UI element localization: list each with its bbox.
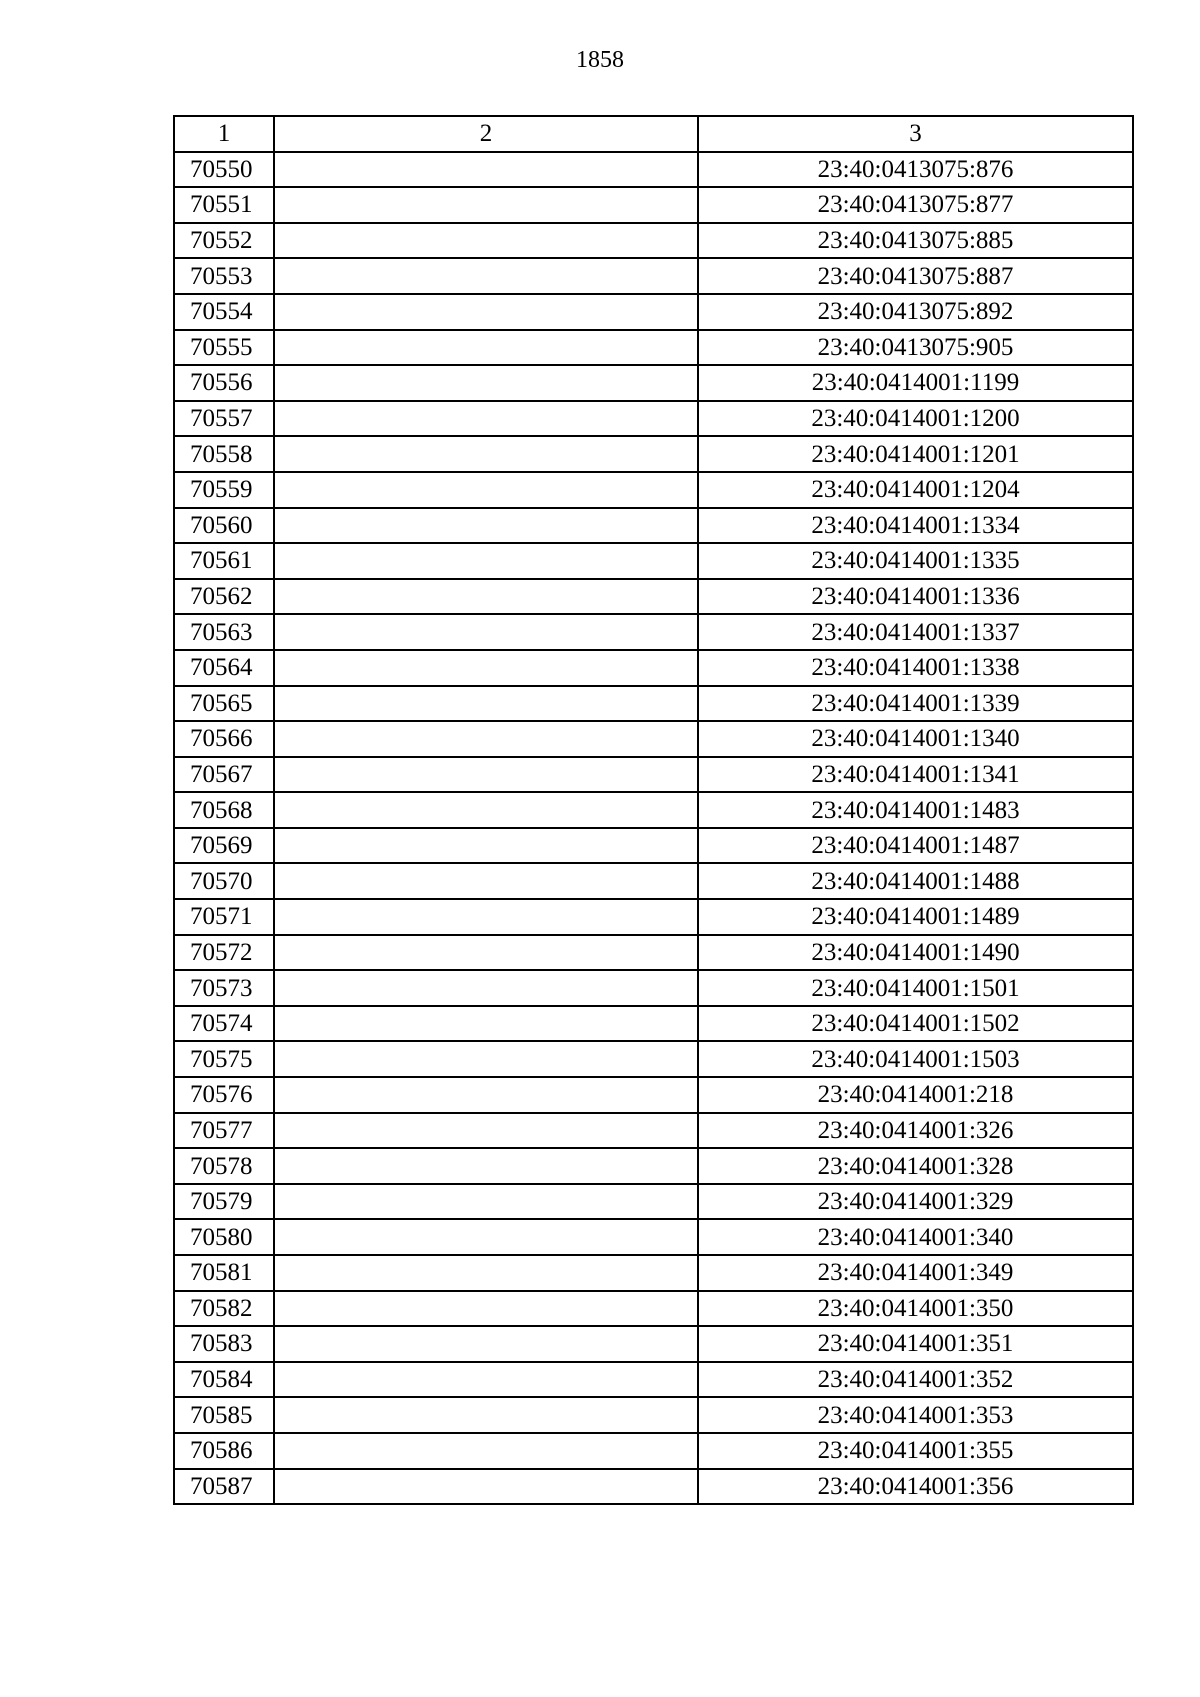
row-number-cell: 70578 bbox=[174, 1148, 274, 1184]
row-number-cell: 70567 bbox=[174, 757, 274, 793]
description-cell bbox=[274, 365, 698, 401]
description-cell bbox=[274, 294, 698, 330]
cadastral-number-cell: 23:40:0414001:218 bbox=[698, 1077, 1133, 1113]
description-cell bbox=[274, 1255, 698, 1291]
row-number-cell: 70561 bbox=[174, 543, 274, 579]
row-number-cell: 70556 bbox=[174, 365, 274, 401]
table-row bbox=[174, 1041, 1133, 1077]
description-cell bbox=[274, 436, 698, 472]
cadastral-number-cell: 23:40:0414001:355 bbox=[698, 1433, 1133, 1469]
description-cell bbox=[274, 935, 698, 971]
row-number-cell: 70585 bbox=[174, 1397, 274, 1433]
table-row bbox=[174, 1148, 1133, 1184]
row-number-cell: 70583 bbox=[174, 1326, 274, 1362]
cadastral-number-cell: 23:40:0414001:1501 bbox=[698, 970, 1133, 1006]
row-number-cell: 70580 bbox=[174, 1219, 274, 1255]
description-cell bbox=[274, 472, 698, 508]
description-cell bbox=[274, 899, 698, 935]
description-cell bbox=[274, 401, 698, 437]
description-cell bbox=[274, 1113, 698, 1149]
table-row bbox=[174, 650, 1133, 686]
table-body bbox=[174, 152, 1133, 1505]
table-row bbox=[174, 187, 1133, 223]
description-cell bbox=[274, 1362, 698, 1398]
cadastral-number-cell: 23:40:0413075:905 bbox=[698, 330, 1133, 366]
row-number-cell: 70565 bbox=[174, 686, 274, 722]
description-cell bbox=[274, 258, 698, 294]
cadastral-number-cell: 23:40:0414001:1339 bbox=[698, 686, 1133, 722]
row-number-cell: 70568 bbox=[174, 792, 274, 828]
description-cell bbox=[274, 223, 698, 259]
table-row bbox=[174, 614, 1133, 650]
row-number-cell: 70581 bbox=[174, 1255, 274, 1291]
table-row bbox=[174, 863, 1133, 899]
description-cell bbox=[274, 970, 698, 1006]
table-row bbox=[174, 1469, 1133, 1505]
description-cell bbox=[274, 187, 698, 223]
cadastral-number-cell: 23:40:0413075:885 bbox=[698, 223, 1133, 259]
cadastral-number-cell: 23:40:0413075:887 bbox=[698, 258, 1133, 294]
cadastral-number-cell: 23:40:0414001:1489 bbox=[698, 899, 1133, 935]
row-number-cell: 70572 bbox=[174, 935, 274, 971]
row-number-cell: 70563 bbox=[174, 614, 274, 650]
table-row bbox=[174, 935, 1133, 971]
description-cell bbox=[274, 721, 698, 757]
row-number-cell: 70560 bbox=[174, 508, 274, 544]
cadastral-number-cell: 23:40:0414001:1335 bbox=[698, 543, 1133, 579]
table-row bbox=[174, 330, 1133, 366]
description-cell bbox=[274, 1006, 698, 1042]
table-row bbox=[174, 258, 1133, 294]
cadastral-number-cell: 23:40:0414001:353 bbox=[698, 1397, 1133, 1433]
table-row bbox=[174, 365, 1133, 401]
cadastral-number-cell: 23:40:0414001:1487 bbox=[698, 828, 1133, 864]
table-row bbox=[174, 899, 1133, 935]
table-row bbox=[174, 1397, 1133, 1433]
table-row bbox=[174, 828, 1133, 864]
description-cell bbox=[274, 508, 698, 544]
description-cell bbox=[274, 1291, 698, 1327]
table-row bbox=[174, 1184, 1133, 1220]
table-row bbox=[174, 472, 1133, 508]
description-cell bbox=[274, 1184, 698, 1220]
description-cell bbox=[274, 1469, 698, 1505]
column-header-1: 1 bbox=[174, 116, 274, 152]
row-number-cell: 70557 bbox=[174, 401, 274, 437]
cadastral-number-cell: 23:40:0414001:328 bbox=[698, 1148, 1133, 1184]
cadastral-number-cell: 23:40:0414001:1490 bbox=[698, 935, 1133, 971]
table-row bbox=[174, 721, 1133, 757]
description-cell bbox=[274, 543, 698, 579]
cadastral-number-cell: 23:40:0414001:329 bbox=[698, 1184, 1133, 1220]
row-number-cell: 70553 bbox=[174, 258, 274, 294]
description-cell bbox=[274, 828, 698, 864]
table-row bbox=[174, 401, 1133, 437]
table-row bbox=[174, 294, 1133, 330]
table-row bbox=[174, 543, 1133, 579]
description-cell bbox=[274, 1041, 698, 1077]
cadastral-number-cell: 23:40:0414001:349 bbox=[698, 1255, 1133, 1291]
page-number: 1858 bbox=[576, 47, 624, 73]
table-row bbox=[174, 1291, 1133, 1327]
cadastral-number-cell: 23:40:0414001:1199 bbox=[698, 365, 1133, 401]
table-row bbox=[174, 1326, 1133, 1362]
cadastral-number-cell: 23:40:0414001:1488 bbox=[698, 863, 1133, 899]
cadastral-number-cell: 23:40:0414001:1336 bbox=[698, 579, 1133, 615]
cadastral-number-cell: 23:40:0414001:326 bbox=[698, 1113, 1133, 1149]
table-header bbox=[174, 116, 1133, 152]
cadastral-number-cell: 23:40:0414001:1204 bbox=[698, 472, 1133, 508]
column-header-2: 2 bbox=[274, 116, 698, 152]
registry-table bbox=[173, 115, 1134, 1505]
cadastral-number-cell: 23:40:0414001:1502 bbox=[698, 1006, 1133, 1042]
description-cell bbox=[274, 614, 698, 650]
row-number-cell: 70562 bbox=[174, 579, 274, 615]
row-number-cell: 70552 bbox=[174, 223, 274, 259]
row-number-cell: 70555 bbox=[174, 330, 274, 366]
table-row bbox=[174, 1006, 1133, 1042]
row-number-cell: 70574 bbox=[174, 1006, 274, 1042]
description-cell bbox=[274, 579, 698, 615]
column-header-3: 3 bbox=[698, 116, 1133, 152]
cadastral-number-cell: 23:40:0414001:352 bbox=[698, 1362, 1133, 1398]
description-cell bbox=[274, 1219, 698, 1255]
table-row bbox=[174, 792, 1133, 828]
row-number-cell: 70577 bbox=[174, 1113, 274, 1149]
cadastral-number-cell: 23:40:0414001:1201 bbox=[698, 436, 1133, 472]
description-cell bbox=[274, 330, 698, 366]
row-number-cell: 70576 bbox=[174, 1077, 274, 1113]
header-row bbox=[174, 116, 1133, 152]
description-cell bbox=[274, 1433, 698, 1469]
description-cell bbox=[274, 152, 698, 188]
row-number-cell: 70564 bbox=[174, 650, 274, 686]
table-row bbox=[174, 1255, 1133, 1291]
row-number-cell: 70582 bbox=[174, 1291, 274, 1327]
cadastral-number-cell: 23:40:0414001:1338 bbox=[698, 650, 1133, 686]
description-cell bbox=[274, 1148, 698, 1184]
row-number-cell: 70571 bbox=[174, 899, 274, 935]
description-cell bbox=[274, 1397, 698, 1433]
table-row bbox=[174, 579, 1133, 615]
table-row bbox=[174, 223, 1133, 259]
description-cell bbox=[274, 650, 698, 686]
row-number-cell: 70569 bbox=[174, 828, 274, 864]
row-number-cell: 70570 bbox=[174, 863, 274, 899]
row-number-cell: 70559 bbox=[174, 472, 274, 508]
description-cell bbox=[274, 792, 698, 828]
table-row bbox=[174, 1219, 1133, 1255]
cadastral-number-cell: 23:40:0414001:1200 bbox=[698, 401, 1133, 437]
cadastral-number-cell: 23:40:0414001:1340 bbox=[698, 721, 1133, 757]
table-row bbox=[174, 757, 1133, 793]
cadastral-number-cell: 23:40:0414001:1483 bbox=[698, 792, 1133, 828]
description-cell bbox=[274, 686, 698, 722]
cadastral-number-cell: 23:40:0413075:892 bbox=[698, 294, 1133, 330]
description-cell bbox=[274, 863, 698, 899]
cadastral-number-cell: 23:40:0413075:876 bbox=[698, 152, 1133, 188]
cadastral-number-cell: 23:40:0414001:356 bbox=[698, 1469, 1133, 1505]
row-number-cell: 70566 bbox=[174, 721, 274, 757]
row-number-cell: 70575 bbox=[174, 1041, 274, 1077]
description-cell bbox=[274, 757, 698, 793]
table-row bbox=[174, 1362, 1133, 1398]
cadastral-number-cell: 23:40:0414001:1334 bbox=[698, 508, 1133, 544]
table-row bbox=[174, 1113, 1133, 1149]
table-row bbox=[174, 970, 1133, 1006]
table-row bbox=[174, 1077, 1133, 1113]
row-number-cell: 70584 bbox=[174, 1362, 274, 1398]
row-number-cell: 70587 bbox=[174, 1469, 274, 1505]
row-number-cell: 70579 bbox=[174, 1184, 274, 1220]
description-cell bbox=[274, 1077, 698, 1113]
cadastral-number-cell: 23:40:0414001:1341 bbox=[698, 757, 1133, 793]
cadastral-number-cell: 23:40:0414001:350 bbox=[698, 1291, 1133, 1327]
row-number-cell: 70573 bbox=[174, 970, 274, 1006]
row-number-cell: 70551 bbox=[174, 187, 274, 223]
row-number-cell: 70558 bbox=[174, 436, 274, 472]
description-cell bbox=[274, 1326, 698, 1362]
table-row bbox=[174, 508, 1133, 544]
cadastral-number-cell: 23:40:0413075:877 bbox=[698, 187, 1133, 223]
cadastral-number-cell: 23:40:0414001:351 bbox=[698, 1326, 1133, 1362]
row-number-cell: 70586 bbox=[174, 1433, 274, 1469]
cadastral-number-cell: 23:40:0414001:340 bbox=[698, 1219, 1133, 1255]
table-row bbox=[174, 436, 1133, 472]
table-row bbox=[174, 152, 1133, 188]
row-number-cell: 70554 bbox=[174, 294, 274, 330]
table-row bbox=[174, 686, 1133, 722]
cadastral-number-cell: 23:40:0414001:1503 bbox=[698, 1041, 1133, 1077]
table-row bbox=[174, 1433, 1133, 1469]
cadastral-number-cell: 23:40:0414001:1337 bbox=[698, 614, 1133, 650]
row-number-cell: 70550 bbox=[174, 152, 274, 188]
